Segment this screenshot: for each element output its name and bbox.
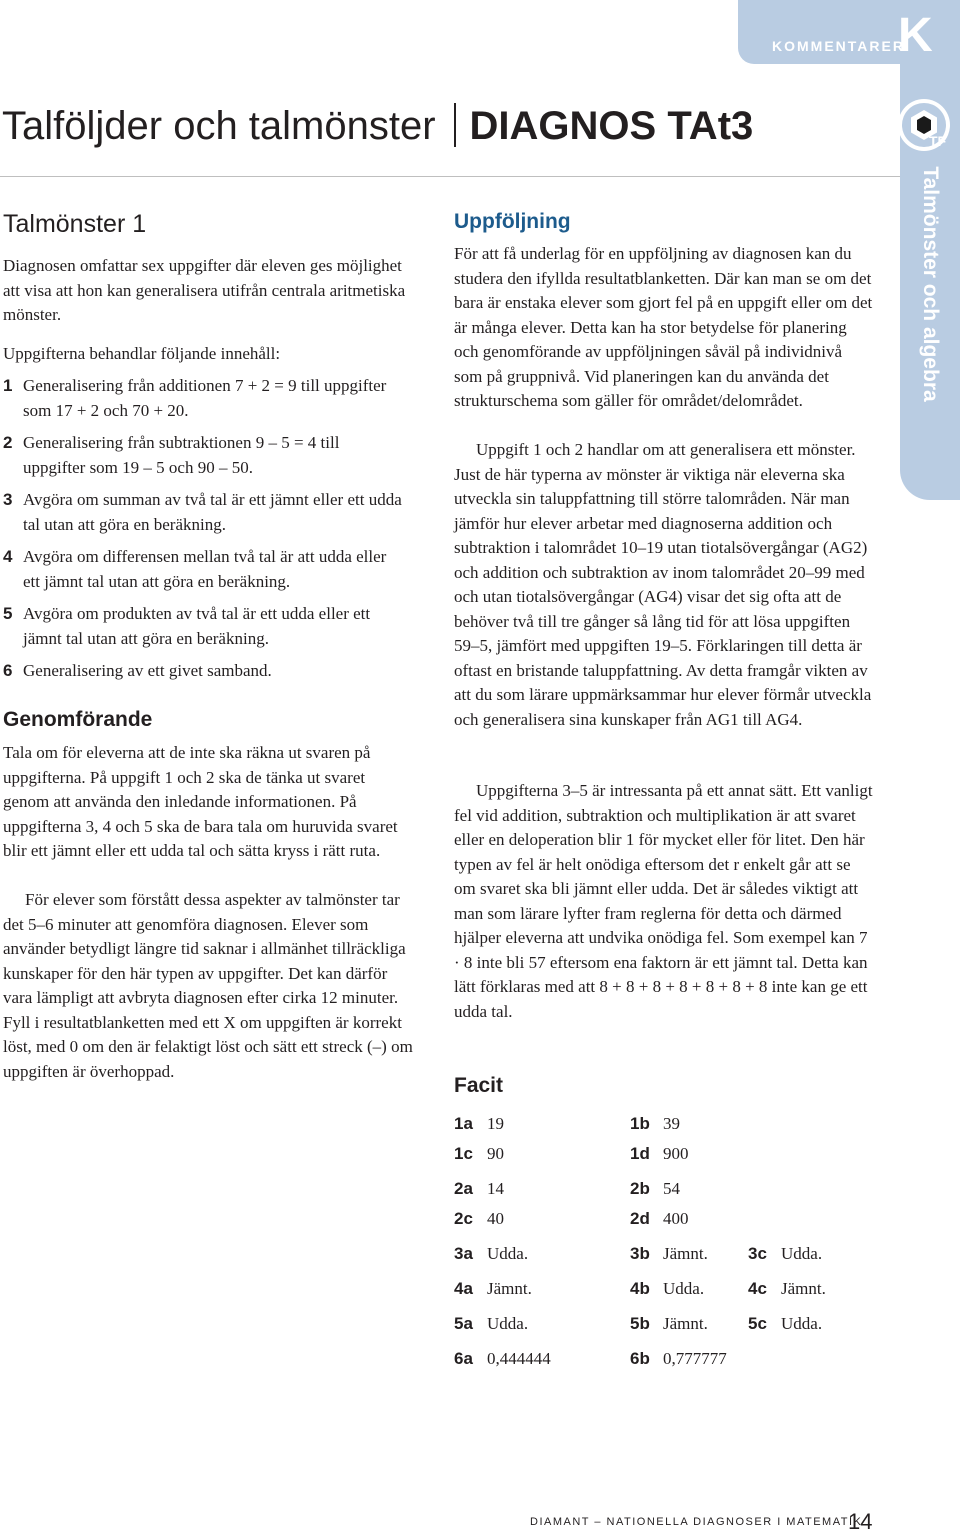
section-heading-facit: Facit: [454, 1074, 504, 1097]
page-title: [2, 100, 753, 152]
facit-value: 54: [663, 1179, 680, 1198]
facit-value: Udda.: [781, 1244, 823, 1263]
facit-key: 2b: [630, 1179, 650, 1198]
facit-key: 2a: [454, 1179, 473, 1198]
list-item-number: 1: [3, 376, 13, 395]
facit-item: [630, 1312, 708, 1336]
page-number: 14: [848, 1509, 873, 1534]
facit-value: Udda.: [663, 1279, 705, 1298]
facit-item: [454, 1277, 532, 1301]
facit-value: Udda.: [487, 1314, 529, 1333]
facit-key: 2c: [454, 1209, 473, 1228]
list-item-number: 2: [3, 433, 13, 452]
header-tab: [738, 0, 960, 64]
facit-value: 400: [663, 1209, 689, 1228]
talmonster-intro: Diagnosen omfattar sex uppgifter där eleven ges möjlighet att visa att hon kan generalisera utifrån centrala aritmetiska mönster.: [3, 256, 406, 324]
list-item: [3, 545, 403, 594]
facit-value: Jämnt.: [663, 1244, 708, 1263]
uppfoljning-paragraph-3: Uppgifterna 3–5 är intressanta på ett annat sätt. Ett vanligt fel vid addition, subtraktion och multiplikation är att svaret eller en deloperation blir 1 för mycket eller för litet. Den här typen av fel är helt onödiga eftersom det r enkelt går att se om svaret ska bli jämnt eller udda. Det är således viktigt att man som lärare lyfter fram reglerna för detta och därmed hjälper eleverna att undvika onödiga fel. Som exempel kan 7 · 8 inte bli 57 eftersom ena faktorn är ett jämnt tal. Detta kan lätt förklaras med att 8 + 8 + 8 + 8 + 8 + 8 + 8 inte kan ge ett udda tal.: [454, 781, 873, 1021]
section-heading-talmonster: Talmönster 1: [3, 210, 147, 238]
section-heading-genomforande: Genomförande: [3, 708, 153, 731]
section-label: KOMMENTARER: [772, 38, 905, 54]
list-item: [3, 602, 403, 651]
list-item-number: 5: [3, 604, 13, 623]
title-divider: [0, 176, 900, 177]
genomforande-paragraph-2: För elever som förstått dessa aspekter av talmönster tar det 5–6 minuter att genomföra diagnosen. Elever som använder betydligt längre tid saknar i allmänhet tillräckliga kunskaper för den här typen av uppgifter. Det kan därför vara lämpligt att avbryta diagnosen efter cirka 12 minuter. Fyll i resultatblanketten med ett X om uppgiften är korrekt löst, med 0 om den är felaktigt löst och sätt ett streck (–) om uppgiften är överhoppad.: [3, 890, 413, 1081]
list-item-number: 6: [3, 661, 13, 680]
facit-key: 1b: [630, 1114, 650, 1133]
tf-logo-icon: [895, 96, 953, 154]
facit-key: 3a: [454, 1244, 473, 1263]
facit-key: 4c: [748, 1279, 767, 1298]
facit-key: 1c: [454, 1144, 473, 1163]
facit-key: 3c: [748, 1244, 767, 1263]
facit-value: 0,777777: [663, 1349, 727, 1368]
section-letter: K: [898, 9, 933, 62]
title-separator: [454, 103, 456, 147]
facit-item: [748, 1312, 822, 1336]
list-item-text: Avgöra om differensen mellan två tal är att udda eller ett jämnt tal utan att göra en beräkning.: [23, 547, 387, 591]
facit-value: Jämnt.: [781, 1279, 826, 1298]
uppfoljning-paragraph-2: Uppgift 1 och 2 handlar om att generalisera ett mönster. Just de här typerna av mönster är viktiga när eleverna ska utveckla sin taluppfattning till större talområden. När man jämför hur elever arbetar med diagnoserna addition och subtraktion i talområdet 10–19 utan tiotalsövergångar (AG2) och addition och subtraktion av inom talområdet 20–99 med och utan tiotalsövergångar (AG4) visar det sig ofta att de behöver två till tre gånger så lång tid för att lösa uppgiften 59–5, jämfört med uppgiften 19–5. Förklaringen till detta är oftast en bristande taluppfattning. Av detta framgår vikten av att du som lärare uppmärksammar hur elever förmår utveckla och generalisera sina kunskaper från AG1 till AG4.: [454, 440, 872, 729]
facit-value: 90: [487, 1144, 504, 1163]
side-title: Talmönster och algebra: [919, 166, 942, 402]
facit-item: [630, 1112, 680, 1136]
facit-key: 5b: [630, 1314, 650, 1333]
facit-value: 14: [487, 1179, 504, 1198]
facit-value: 39: [663, 1114, 680, 1133]
facit-value: Udda.: [487, 1244, 529, 1263]
list-item-number: 3: [3, 490, 13, 509]
facit-key: 1d: [630, 1144, 650, 1163]
task-list: [3, 374, 403, 692]
facit-value: Jämnt.: [487, 1279, 532, 1298]
facit-value: 19: [487, 1114, 504, 1133]
facit-key: 3b: [630, 1244, 650, 1263]
facit-value: 0,444444: [487, 1349, 551, 1368]
facit-value: 900: [663, 1144, 689, 1163]
facit-value: Udda.: [781, 1314, 823, 1333]
facit-item: [630, 1277, 704, 1301]
facit-key: 6b: [630, 1349, 650, 1368]
facit-item: [748, 1277, 826, 1301]
facit-item: [454, 1242, 528, 1266]
list-item-text: Generalisering från subtraktionen 9 – 5 = 4 till uppgifter som 19 – 5 och 90 – 50.: [23, 433, 340, 477]
facit-key: 4b: [630, 1279, 650, 1298]
section-heading-uppfoljning: Uppföljning: [454, 210, 571, 233]
talmonster-list-intro: Uppgifterna behandlar följande innehåll:: [3, 344, 281, 363]
facit-item: [454, 1112, 504, 1136]
facit-item: [454, 1177, 504, 1201]
facit-item: [630, 1347, 727, 1371]
list-item-number: 4: [3, 547, 13, 566]
list-item-text: Avgöra om summan av två tal är ett jämnt eller ett udda tal utan att göra en beräkning.: [23, 490, 402, 534]
facit-key: 2d: [630, 1209, 650, 1228]
facit-key: 4a: [454, 1279, 473, 1298]
title-diagnos: DIAGNOS TAt3: [469, 104, 754, 148]
facit-item: [454, 1312, 528, 1336]
list-item: [3, 431, 403, 480]
facit-key: 5c: [748, 1314, 767, 1333]
facit-item: [454, 1207, 504, 1231]
facit-key: 5a: [454, 1314, 473, 1333]
facit-item: [454, 1347, 551, 1371]
facit-value: 40: [487, 1209, 504, 1228]
logo-text: TF: [929, 133, 947, 149]
facit-item: [748, 1242, 822, 1266]
facit-item: [630, 1142, 689, 1166]
facit-item: [454, 1142, 504, 1166]
facit-key: 1a: [454, 1114, 473, 1133]
facit-item: [630, 1177, 680, 1201]
facit-item: [630, 1242, 708, 1266]
list-item-text: Generalisering av ett givet samband.: [23, 661, 272, 680]
list-item-text: Avgöra om produkten av två tal är ett udda eller ett jämnt tal utan att göra en beräkning.: [23, 604, 371, 648]
genomforande-paragraph-1: Tala om för eleverna att de inte ska räkna ut svaren på uppgifterna. På uppgift 1 och 2 ska de tänka ut svaret genom att använda den inledande informationen. På uppgifterna 3, 4 och 5 ska de bara tala om huruvida svaret blir ett jämnt eller ett udda tal och sätta kryss i rätt ruta.: [3, 743, 398, 860]
title-main: Talföljder och talmönster: [2, 104, 436, 148]
facit-value: Jämnt.: [663, 1314, 708, 1333]
list-item: [3, 659, 403, 684]
list-item-text: Generalisering från additionen 7 + 2 = 9 till uppgifter som 17 + 2 och 70 + 20.: [23, 376, 387, 420]
facit-key: 6a: [454, 1349, 473, 1368]
list-item: [3, 374, 403, 423]
footer-text: DIAMANT – NATIONELLA DIAGNOSER I MATEMATIK: [530, 1516, 863, 1528]
facit-item: [630, 1207, 689, 1231]
uppfoljning-paragraph-1: För att få underlag för en uppföljning av diagnosen kan du studera den ifyllda resultatblanketten. Där kan man se om det bara är enstaka elever som gjort fel på en uppgift eller om det är många elever. Detta kan ha stor betydelse för planering och genomförande av uppföljningen såväl på individnivå som på gruppnivå. Vid planeringen kan du använda det strukturschema som gäller för området/delområdet.: [454, 244, 873, 410]
list-item: [3, 488, 403, 537]
